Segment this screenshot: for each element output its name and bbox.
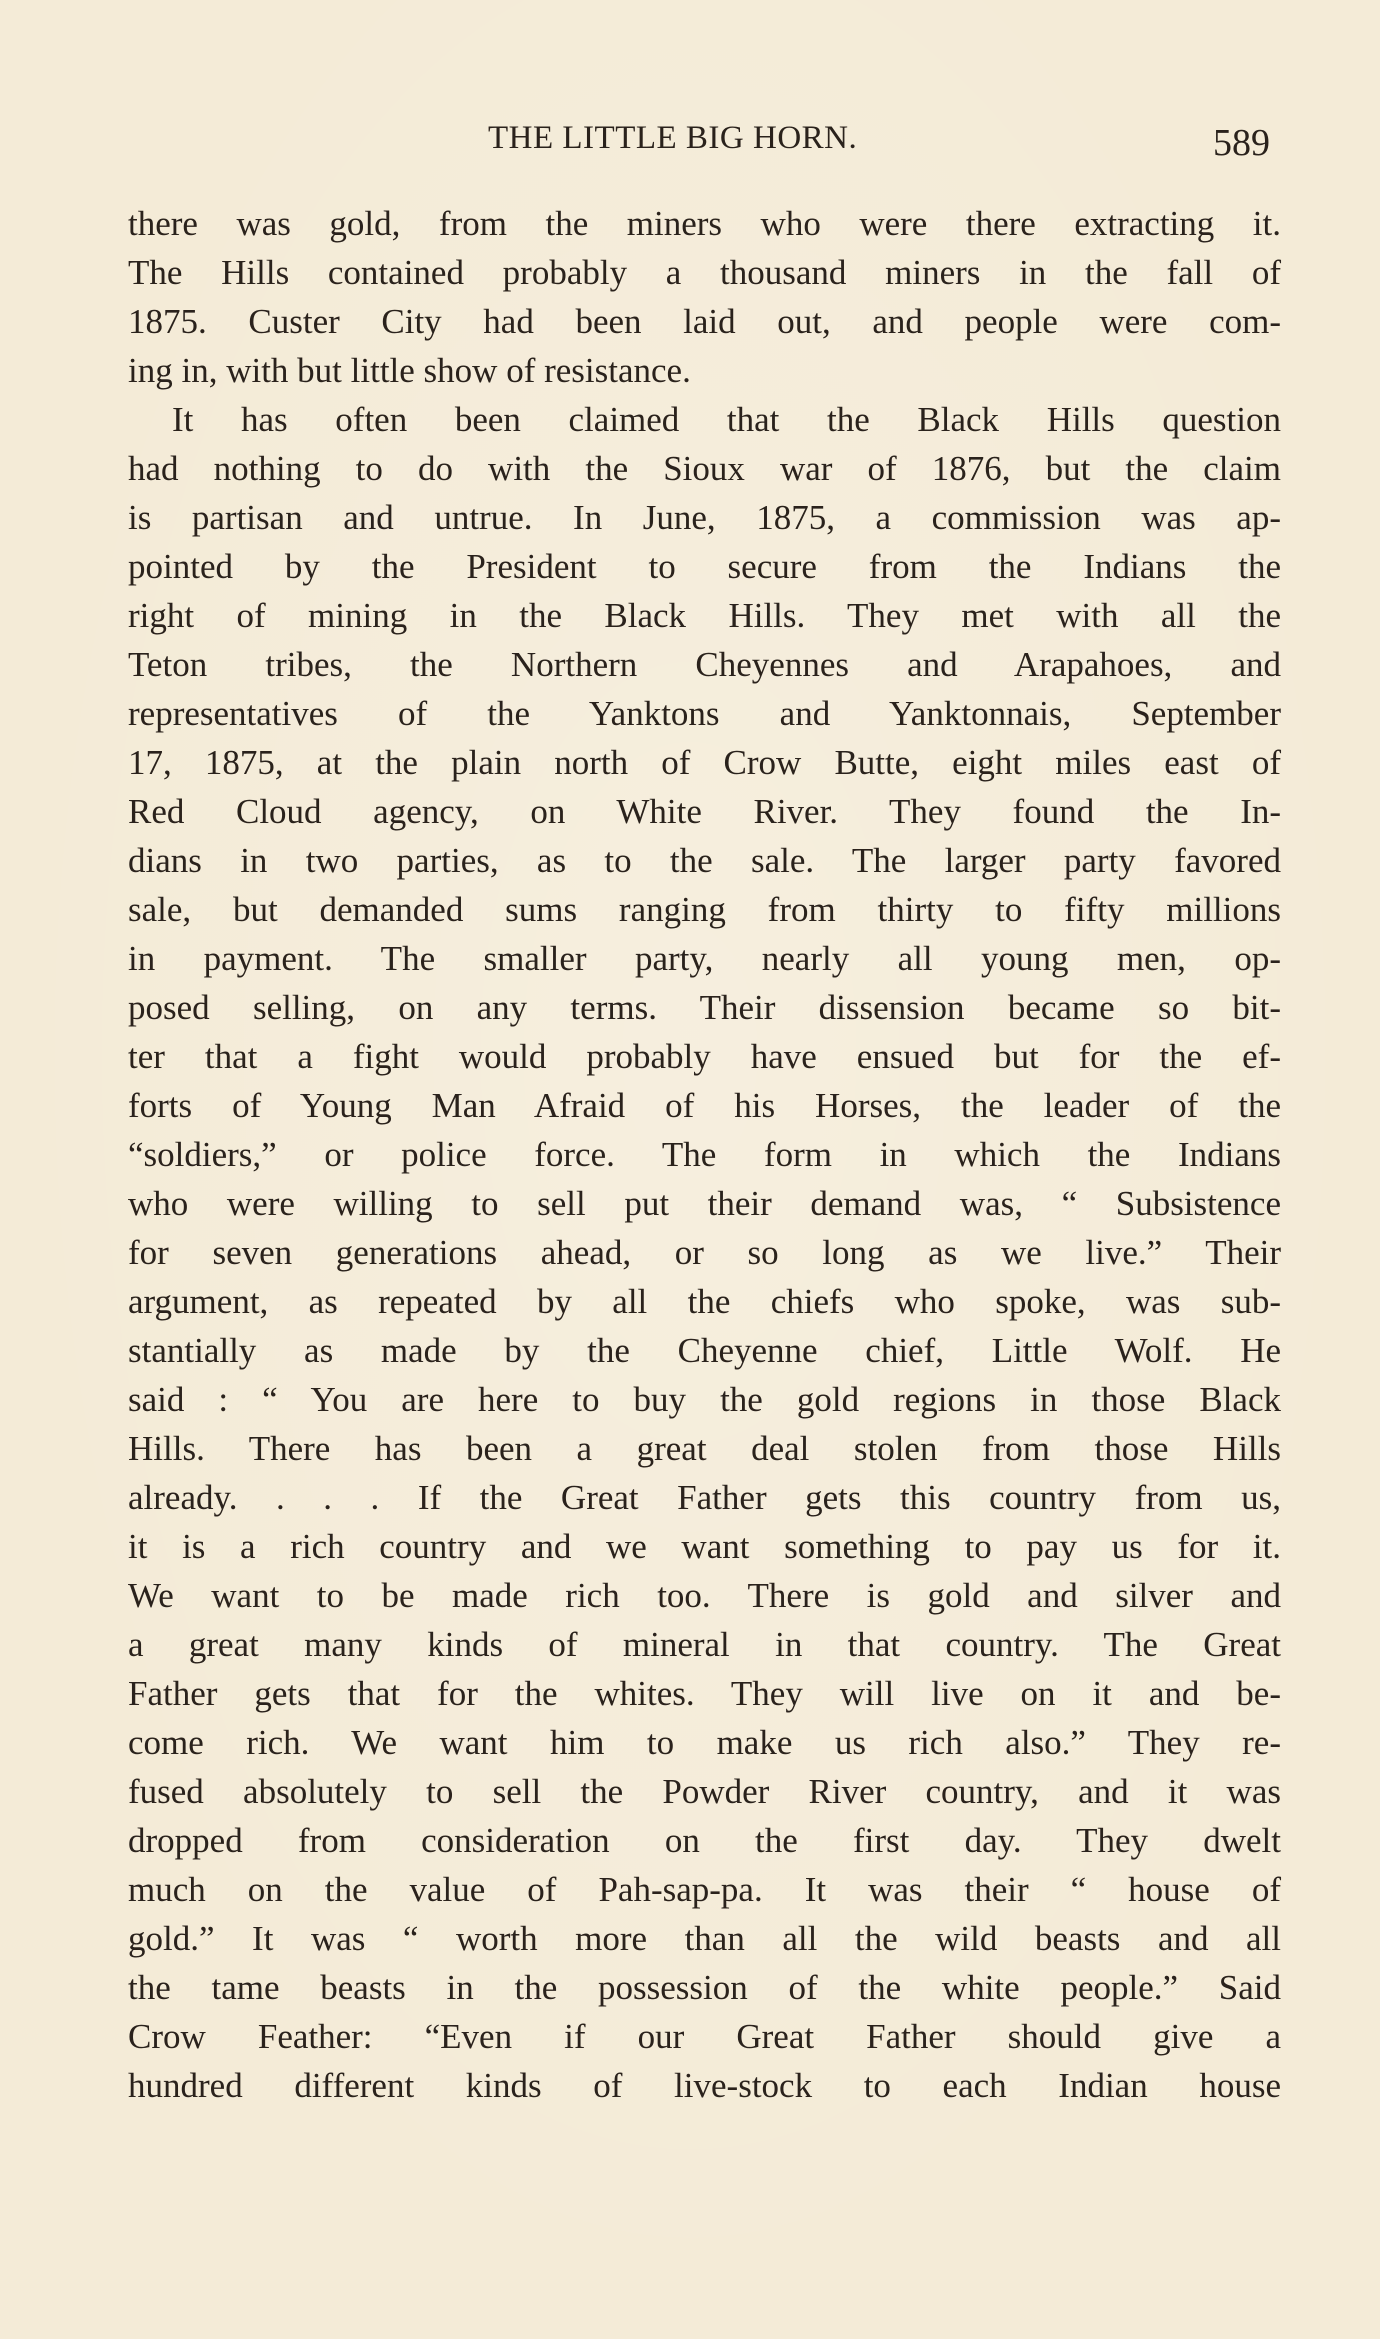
page-number: 589 bbox=[1213, 122, 1270, 164]
body-text bbox=[128, 199, 1281, 2110]
text-line: pointed by the President to secure from the Indians the bbox=[128, 547, 1281, 586]
text-line: a great many kinds of mineral in that country. The Great bbox=[128, 1625, 1281, 1664]
text-line: who were willing to sell put their demand was, “ Subsistence bbox=[128, 1184, 1281, 1223]
text-line: ter that a fight would probably have ensued but for the ef- bbox=[128, 1037, 1281, 1076]
text-line: Hills. There has been a great deal stolen from those Hills bbox=[128, 1429, 1281, 1468]
text-line: 17, 1875, at the plain north of Crow Butte, eight miles east of bbox=[128, 743, 1281, 782]
text-line: in payment. The smaller party, nearly all young men, op- bbox=[128, 939, 1281, 978]
text-line: come rich. We want him to make us rich also.” They re- bbox=[128, 1723, 1281, 1762]
text-line: stantially as made by the Cheyenne chief, Little Wolf. He bbox=[128, 1331, 1281, 1370]
text-line: much on the value of Pah-sap-pa. It was their “ house of bbox=[128, 1870, 1281, 1909]
text-line: forts of Young Man Afraid of his Horses, the leader of the bbox=[128, 1086, 1281, 1125]
text-line: for seven generations ahead, or so long as we live.” Their bbox=[128, 1233, 1281, 1272]
text-line: right of mining in the Black Hills. They met with all the bbox=[128, 596, 1281, 635]
text-line: Crow Feather: “Even if our Great Father should give a bbox=[128, 2017, 1281, 2056]
text-line: had nothing to do with the Sioux war of 1876, but the claim bbox=[128, 449, 1281, 488]
text-line: sale, but demanded sums ranging from thirty to fifty millions bbox=[128, 890, 1281, 929]
text-line: gold.” It was “ worth more than all the wild beasts and all bbox=[128, 1919, 1281, 1958]
text-line: It has often been claimed that the Black Hills question bbox=[172, 400, 1281, 439]
text-line: Father gets that for the whites. They will live on it and be- bbox=[128, 1674, 1281, 1713]
text-line: hundred different kinds of live-stock to each Indian house bbox=[128, 2066, 1281, 2105]
text-line: Teton tribes, the Northern Cheyennes and Arapahoes, and bbox=[128, 645, 1281, 684]
text-line: is partisan and untrue. In June, 1875, a commission was ap- bbox=[128, 498, 1281, 537]
text-line: there was gold, from the miners who were there extracting it. bbox=[128, 204, 1281, 243]
text-line: representatives of the Yanktons and Yanktonnais, September bbox=[128, 694, 1281, 733]
text-line: posed selling, on any terms. Their dissension became so bit- bbox=[128, 988, 1281, 1027]
text-line: The Hills contained probably a thousand miners in the fall of bbox=[128, 253, 1281, 292]
running-head-title: THE LITTLE BIG HORN. bbox=[488, 120, 858, 156]
text-line: argument, as repeated by all the chiefs who spoke, was sub- bbox=[128, 1282, 1281, 1321]
text-line: it is a rich country and we want something to pay us for it. bbox=[128, 1527, 1281, 1566]
text-line: dropped from consideration on the first day. They dwelt bbox=[128, 1821, 1281, 1860]
text-line: dians in two parties, as to the sale. The larger party favored bbox=[128, 841, 1281, 880]
text-line: fused absolutely to sell the Powder River country, and it was bbox=[128, 1772, 1281, 1811]
text-line: “soldiers,” or police force. The form in which the Indians bbox=[128, 1135, 1281, 1174]
text-line: already. . . . If the Great Father gets this country from us, bbox=[128, 1478, 1281, 1517]
text-line: 1875. Custer City had been laid out, and people were com- bbox=[128, 302, 1281, 341]
text-line: said : “ You are here to buy the gold regions in those Black bbox=[128, 1380, 1281, 1419]
text-line: ing in, with but little show of resistance. bbox=[128, 351, 691, 390]
text-line: Red Cloud agency, on White River. They found the In- bbox=[128, 792, 1281, 831]
text-line: the tame beasts in the possession of the white people.” Said bbox=[128, 1968, 1281, 2007]
text-line: We want to be made rich too. There is gold and silver and bbox=[128, 1576, 1281, 1615]
